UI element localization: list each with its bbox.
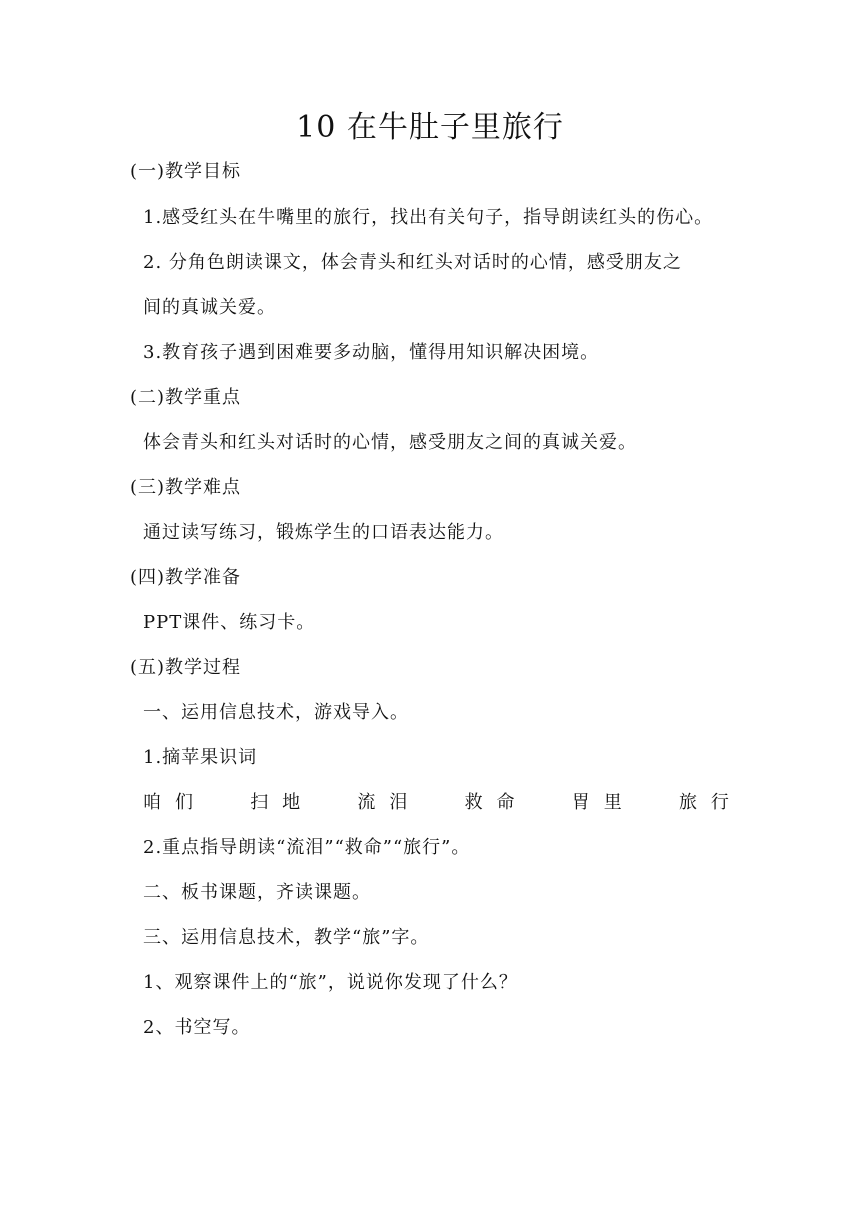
preparation-text: PPT课件、练习卡。 [143,612,316,633]
section-heading-process: (五)教学过程 [130,657,242,678]
section-heading-key-points: (二)教学重点 [130,387,242,408]
section-heading-difficulties: (三)教学难点 [130,477,242,498]
objective-2: 2. 分角色朗读课文，体会青头和红头对话时的心情，感受朋友之 [143,252,682,273]
vocabulary-word: 救命 [464,792,529,813]
process-step-1: 一、运用信息技术，游戏导入。 [143,702,409,723]
process-step-1-sub-1: 1.摘苹果识词 [143,747,258,768]
objective-3: 3.教育孩子遇到困难要多动脑，懂得用知识解决困境。 [143,342,600,363]
document-title: 10 在牛肚子里旅行 [296,110,564,145]
vocabulary-word: 流泪 [357,792,422,813]
vocabulary-word: 胃里 [571,792,636,813]
process-step-3-sub-2: 2、书空写。 [143,1017,251,1038]
vocabulary-word: 咱们 [143,792,207,813]
process-step-3-sub-1: 1、观察课件上的“旅”，说说你发现了什么？ [143,972,518,993]
objective-2-continued: 间的真诚关爱。 [143,297,276,318]
section-heading-preparation: (四)教学准备 [130,567,242,588]
vocabulary-word-list [143,789,743,817]
process-step-3: 三、运用信息技术，教学“旅”字。 [143,927,430,948]
vocabulary-word: 扫地 [250,792,315,813]
process-step-2: 二、板书课题，齐读课题。 [143,882,371,903]
difficulty-text: 通过读写练习，锻炼学生的口语表达能力。 [143,522,504,543]
objective-1: 1.感受红头在牛嘴里的旅行，找出有关句子，指导朗读红头的伤心。 [143,207,714,228]
key-point-text: 体会青头和红头对话时的心情，感受朋友之间的真诚关爱。 [143,432,637,453]
vocabulary-word: 旅行 [678,792,743,813]
process-step-1-sub-2: 2.重点指导朗读“流泪”“救命”“旅行”。 [143,837,471,858]
section-heading-objectives: (一)教学目标 [130,161,242,182]
